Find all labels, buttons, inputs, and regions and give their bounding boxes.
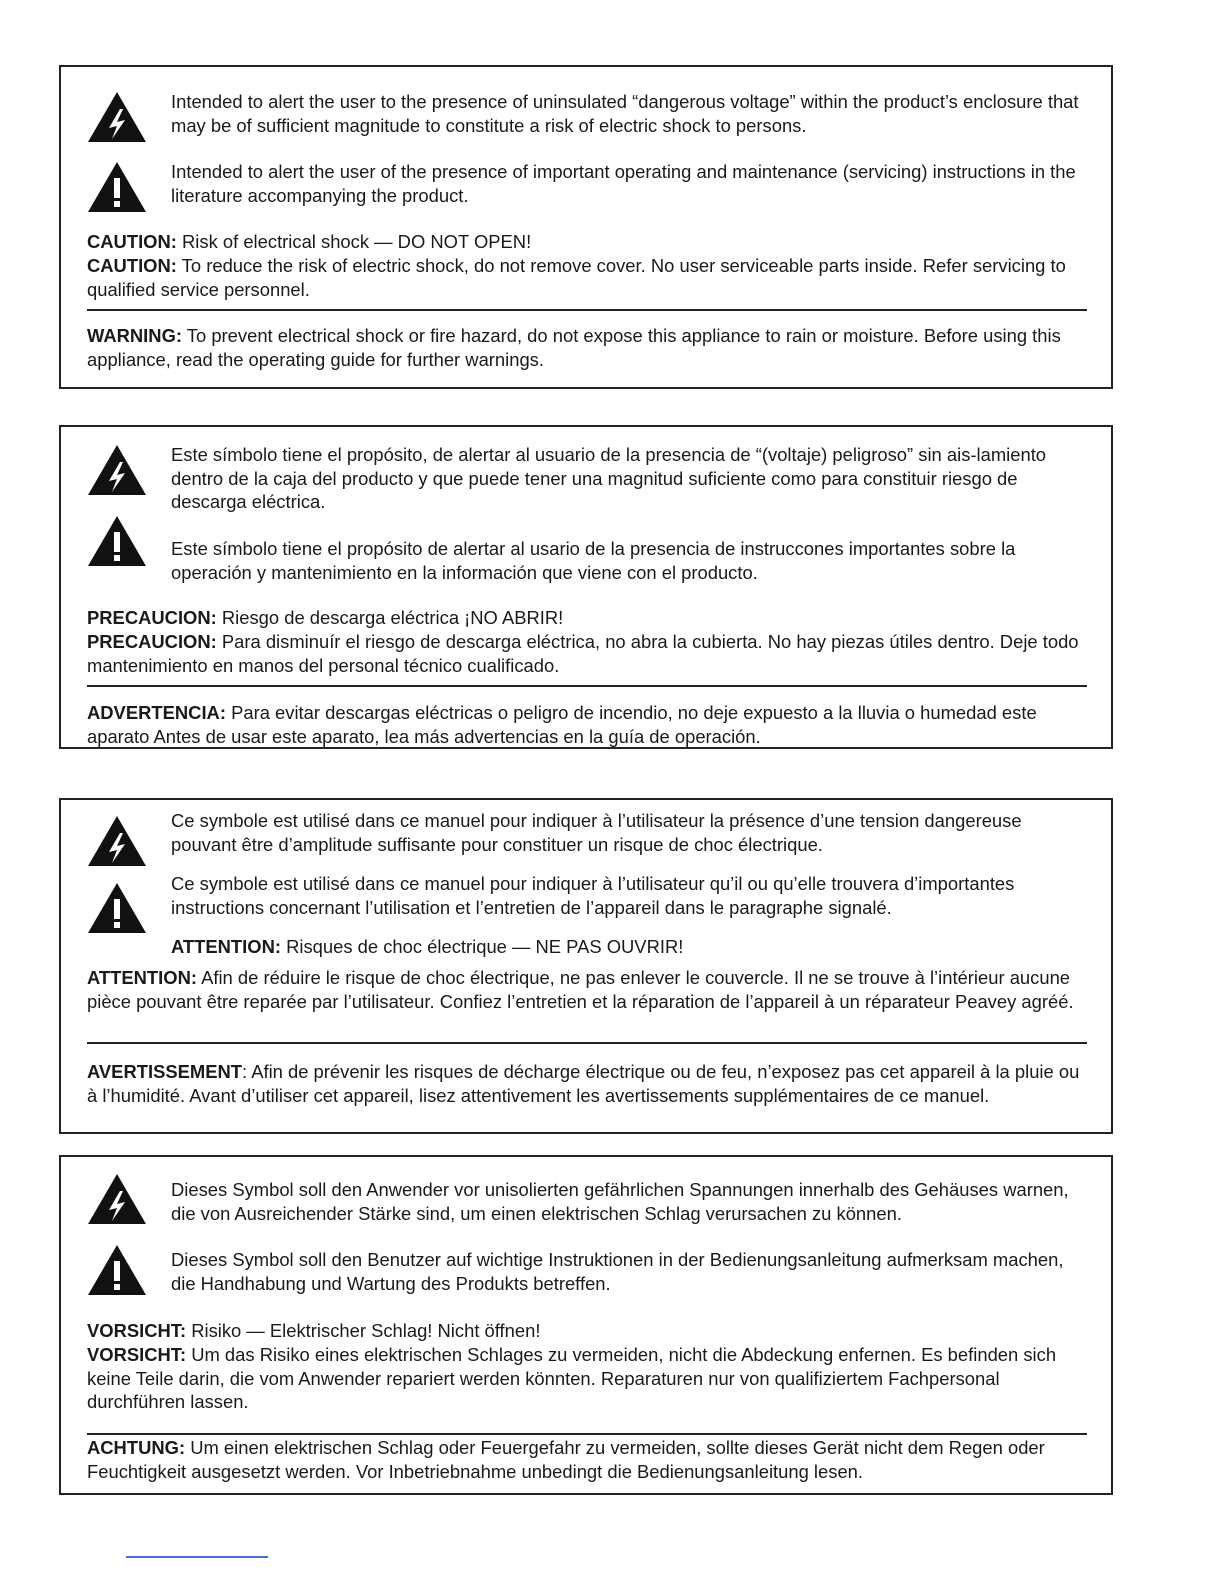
caution-cover-paragraph [87, 254, 1087, 301]
symbol-lightning-description: Este símbolo tiene el propósito, de alertar al usuario de la presencia de “(voltaje) peligroso” sin ais-lamiento dentro de la caja del producto y que puede tener una magnitud suficiente como para constituir riesgo de descarga eléctrica. [171, 444, 1047, 512]
caution-label: ATTENTION: [87, 967, 197, 988]
warning-paragraph [87, 1436, 1087, 1483]
caution-cover-paragraph [87, 966, 1087, 1013]
caution-text: Risques de choc électrique — NE PAS OUVRIR! [280, 936, 684, 957]
warning-label: AVERTISSEMENT [87, 1061, 242, 1082]
caution-text: Para disminuír el riesgo de descarga eléctrica, no abra la cubierta. No hay piezas útiles dentro. Deje todo mantenimiento en manos del personal técnico cualificado. [87, 631, 1079, 676]
electric-shock-warning-icon [87, 91, 147, 143]
warning-text: : Afin de prévenir les risques de décharge électrique ou de feu, n’exposez pas cet appareil à la pluie ou à l’humidité. Avant d’utiliser cet appareil, lisez attentivement les avertissements supplémentaires de ce manuel. [87, 1061, 1080, 1106]
symbol-exclamation-description: Intended to alert the user of the presence of important operating and maintenance (servicing) instructions in the literature accompanying the product. [171, 161, 1076, 206]
caution-label: PRECAUCION: [87, 631, 217, 652]
warning-text: Para evitar descargas eléctricas o peligro de incendio, no deje expuesto a la lluvia o humedad este aparato Antes de usar este aparato, lea más advertencias en la guía de operación. [87, 702, 1037, 747]
caution-text: Afin de réduire le risque de choc électrique, ne pas enlever le couvercle. Il ne se trouve à l’intérieur aucune pièce pouvant être reparée par l’utilisateur. Confiez l’entretien et la réparation de l’appareil à un réparateur Peavey agréé. [87, 967, 1074, 1012]
warning-paragraph [87, 701, 1087, 748]
exclamation-warning-icon [87, 161, 147, 213]
caution-label: VORSICHT: [87, 1344, 187, 1365]
caution-text: Um das Risiko eines elektrischen Schlages zu vermeiden, nicht die Abdeckung enfernen. Es befinden sich keine Teile darin, die vom Anwender repariert werden könnten. Reparaturen nur von qualifiziertem Fachpersonal durchführen lassen. [87, 1344, 1057, 1412]
caution-text: Risk of electrical shock — DO NOT OPEN! [176, 231, 532, 252]
electric-shock-warning-icon [87, 1173, 147, 1225]
exclamation-warning-icon [87, 882, 147, 934]
warning-label: WARNING: [87, 325, 183, 346]
caution-risk-line [87, 230, 1087, 254]
symbol-exclamation-description: Este símbolo tiene el propósito de alertar al usario de la presencia de instruccones importantes sobre la operación y mantenimiento en la información que viene con el producto. [171, 538, 1016, 583]
exclamation-warning-icon [87, 515, 147, 567]
caution-text: To reduce the risk of electric shock, do not remove cover. No user serviceable parts inside. Refer servicing to qualified service personnel. [87, 255, 1066, 300]
safety-box-english [59, 65, 1113, 389]
warning-label: ACHTUNG: [87, 1437, 186, 1458]
symbol-lightning-description: Intended to alert the user to the presence of uninsulated “dangerous voltage” within the product’s enclosure that may be of sufficient magnitude to constitute a risk of electric shock to persons. [171, 91, 1079, 136]
divider [87, 309, 1087, 311]
divider [87, 1433, 1087, 1435]
divider [87, 685, 1087, 687]
caution-label: CAUTION: [87, 231, 177, 252]
warning-paragraph [87, 1060, 1087, 1107]
caution-label: ATTENTION: [171, 936, 281, 957]
safety-box-spanish [59, 425, 1113, 749]
warning-text: Um einen elektrischen Schlag oder Feuergefahr zu vermeiden, sollte dieses Gerät nicht dem Regen oder Feuchtigkeit ausgesetzt werden. Vor Inbetriebnahme unbedingt die Bedienungsanleitung lesen. [87, 1437, 1045, 1482]
footer-rule [126, 1556, 268, 1558]
caution-label: PRECAUCION: [87, 607, 217, 628]
exclamation-warning-icon [87, 1244, 147, 1296]
caution-label: CAUTION: [87, 255, 177, 276]
caution-label: VORSICHT: [87, 1320, 187, 1341]
warning-label: ADVERTENCIA: [87, 702, 226, 723]
safety-box-german [59, 1155, 1113, 1495]
caution-risk-line [87, 1319, 1087, 1343]
symbol-lightning-description: Dieses Symbol soll den Anwender vor unisolierten gefährlichen Spannungen innerhalb des Gehäuses warnen, die von Ausreichender Stärke sind, um einen elektrischen Schlag verursachen zu können. [171, 1179, 1069, 1224]
caution-risk-line [171, 935, 1087, 959]
safety-box-french [59, 798, 1113, 1134]
caution-cover-paragraph [87, 1343, 1087, 1414]
caution-text: Riesgo de descarga eléctrica ¡NO ABRIR! [216, 607, 564, 628]
symbol-lightning-description: Ce symbole est utilisé dans ce manuel pour indiquer à l’utilisateur la présence d’une tension dangereuse pouvant être d’amplitude suffisante pour constituer un risque de choc électrique. [171, 810, 1022, 855]
electric-shock-warning-icon [87, 815, 147, 867]
warning-text: To prevent electrical shock or fire hazard, do not expose this appliance to rain or moisture. Before using this appliance, read the operating guide for further warnings. [87, 325, 1061, 370]
caution-risk-line [87, 606, 1087, 630]
symbol-exclamation-description: Dieses Symbol soll den Benutzer auf wichtige Instruktionen in der Bedienungsanleitung aufmerksam machen, die Handhabung und Wartung des Produkts betreffen. [171, 1249, 1064, 1294]
symbol-exclamation-description: Ce symbole est utilisé dans ce manuel pour indiquer à l’utilisateur qu’il ou qu’elle trouvera d’importantes instructions concernant l’utilisation et l’entretien de l’appareil dans le paragraphe signalé. [171, 873, 1015, 918]
caution-text: Risiko — Elektrischer Schlag! Nicht öffnen! [186, 1320, 541, 1341]
caution-cover-paragraph [87, 630, 1087, 677]
electric-shock-warning-icon [87, 444, 147, 496]
warning-paragraph [87, 324, 1087, 371]
divider [87, 1042, 1087, 1044]
